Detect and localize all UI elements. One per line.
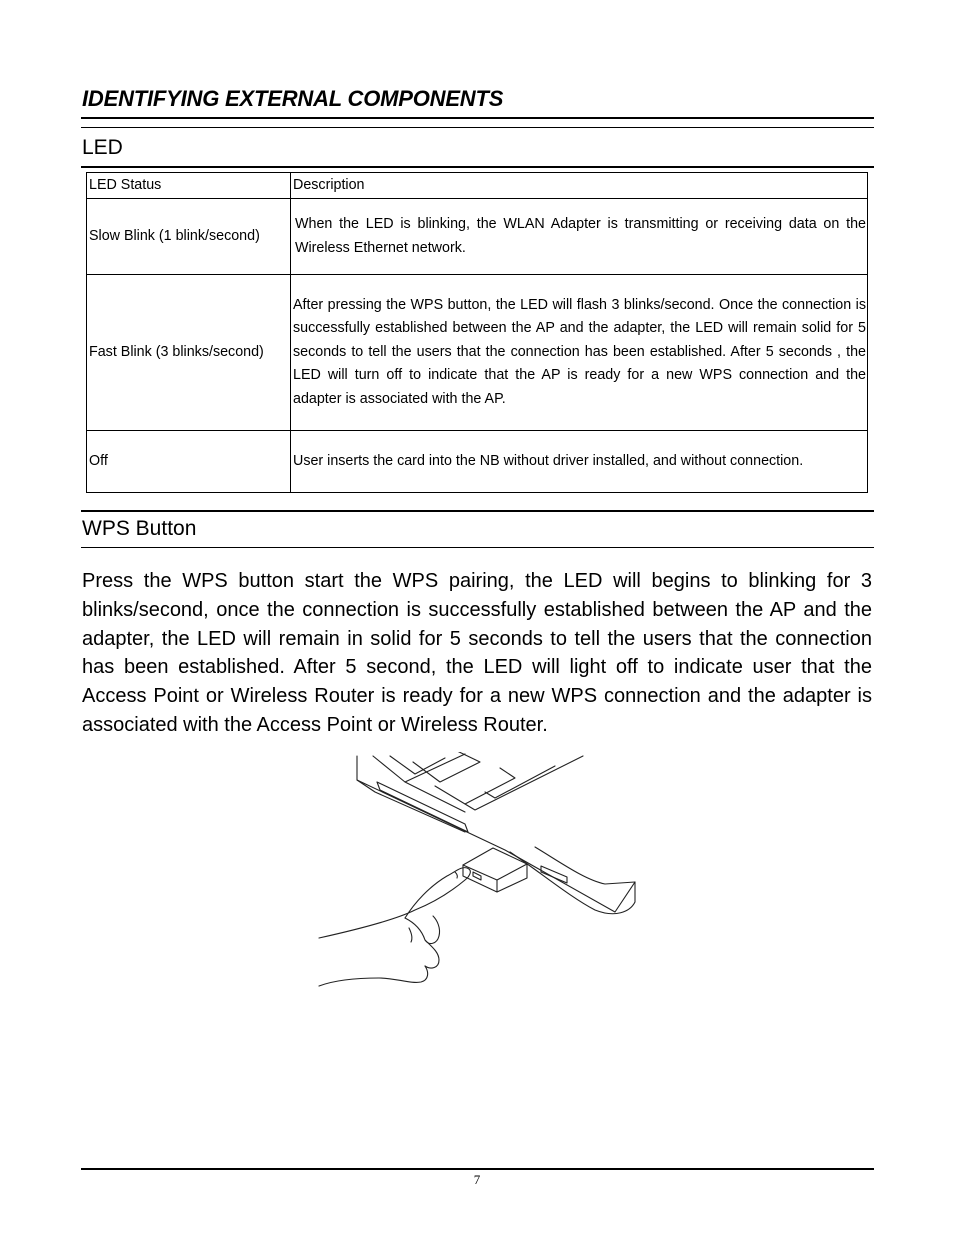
laptop-edge [357,756,635,912]
wps-heading-rule [81,547,874,548]
led-status-cell: Off [87,431,291,493]
description-cell: User inserts the card into the NB without driver installed, and without connection. [291,431,868,493]
description-cell: When the LED is blinking, the WLAN Adapter is transmitting or receiving data on the Wireless Ethernet network. [291,199,868,275]
led-section-heading: LED [82,136,123,159]
led-status-cell: Fast Blink (3 blinks/second) [87,275,291,431]
table-header-row [87,173,868,199]
led-status-table [86,172,868,493]
title-rule-thick [81,117,874,119]
keyboard-edge [373,754,465,782]
wps-top-rule [81,510,874,512]
table-row [87,431,868,493]
led-status-cell: Slow Blink (1 blink/second) [87,199,291,275]
usb-adapter [463,848,527,892]
wps-button-press-illustration [315,752,640,988]
description-cell: After pressing the WPS button, the LED will flash 3 blinks/second. Once the connection is successfully established between the AP and the adapter, the LED will remain solid for 5 seconds to tell the users that the connection has been established. After 5 seconds , the LED will turn off to indicate that the AP is ready for a new WPS connection and the adapter is associated with the AP. [291,275,868,431]
title-rule-thin [81,127,874,128]
footer-rule [81,1168,874,1170]
table-row [87,275,868,431]
page-title: IDENTIFYING EXTERNAL COMPONENTS [82,86,504,111]
wps-button [473,872,481,880]
wps-section-heading: WPS Button [82,517,197,540]
page-number: 7 [473,1172,481,1187]
wps-description: Press the WPS button start the WPS pairing, the LED will begins to blinking for 3 blinks/second, once the connection is successfully established between the AP and the adapter, the LED will remain in solid for 5 seconds to tell the users that the connection has been established. After 5 second, the LED will light off to indicate user that the Access Point or Wireless Router is ready for a new WPS connection and the adapter is associated with the Access Point or Wireless Router. [82,570,872,736]
table-row [87,199,868,275]
pointing-finger [319,868,470,938]
led-heading-rule [81,166,874,168]
header-description: Description [291,173,868,199]
usb-port [541,866,567,883]
header-led-status: LED Status [87,173,291,199]
